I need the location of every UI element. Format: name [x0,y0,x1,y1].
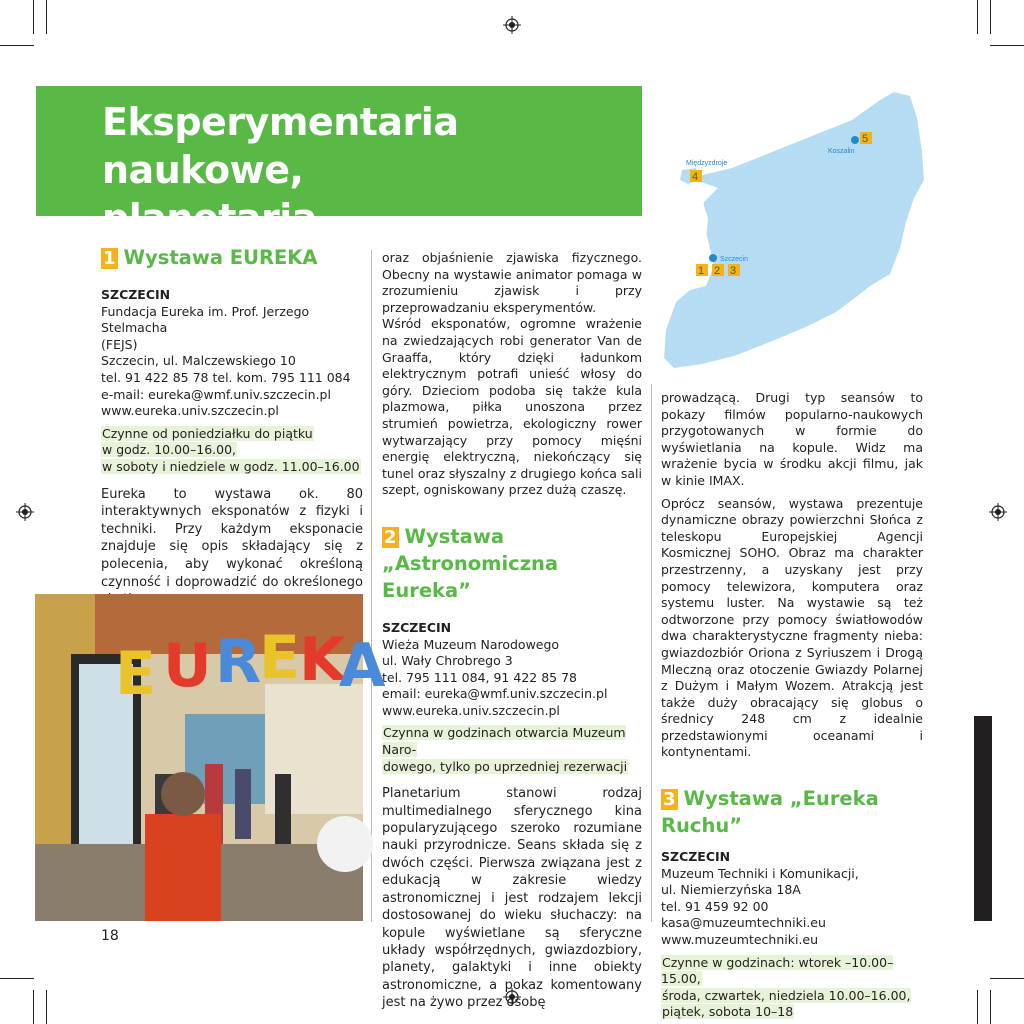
exhibition-photo-image [35,594,386,921]
map-label-koszalin: Koszalin [828,148,855,155]
section-2-heading [382,523,642,604]
hours-line: w soboty i niedziele w godz. 11.00–16.00 [102,458,360,474]
address-line: e-mail: eureka@wmf.univ.szczecin.pl [101,386,331,402]
crop-mark [990,990,991,1024]
eureka-letter: E [115,639,156,709]
section-2-body-paragraph-2: Oprócz seansów, wystawa prezentuje dynamiczne obrazy powierzchni Słońca z teleskopu Europejskiej Agencji Kosmicznej SOHO. Obraz ma charakter przestrzenny, a uzyskany jest przy pomocy telewizora, komputera oraz systemu luster. Na wystawie są też odtworzone przy pomocy światłowodów dwa charakterystyczne fragmenty nieba: gwiazdozbiór Oriona z Syriuszem i Drogą Mleczną oraz otoczenie Gwiazdy Polarnej z Dużym i Małym Wozem. Atrakcją jest także duży obracający się globus o średnicy 248 cm z idealnie przedstawionymi oceanami i kontynentami. [661,495,923,760]
map-marker-szczecin [709,254,717,262]
map-marker-koszalin [851,136,859,144]
crop-mark [977,990,978,1024]
section-3-number: 3 [663,789,676,811]
section-3-title: Wystawa „Eureka Ruchu” [661,787,879,838]
crop-mark [33,990,34,1024]
exhibition-photo [35,594,386,921]
crop-mark [0,978,34,979]
hours-line: w godz. 10.00–16.00, [102,442,237,458]
hours-line: środa, czwartek, niedziela 10.00–16.00, [662,987,911,1003]
eureka-letter: A [339,631,386,701]
address-line: (FEJS) [101,336,138,352]
address-line: Szczecin, ul. Malczewskiego 10 [101,353,296,369]
address-line: www.eureka.univ.szczecin.pl [101,403,279,419]
crop-mark [46,0,47,34]
crop-mark [990,978,1024,979]
address-line: ul. Wały Chrobrego 3 [382,653,513,669]
column-1 [101,244,363,609]
map-label-szczecin: Szczecin [720,256,749,263]
address-line: Wieża Muzeum Narodowego [382,636,560,652]
map-badge: 2 [714,265,721,277]
section-2-title-line1: Wystawa [404,524,505,548]
section-2-title-line2: „Astronomiczna Eureka” [382,551,559,602]
eureka-letter: R [215,627,262,697]
address-line: www.muzeumtechniki.eu [661,932,819,948]
address-line: Muzeum Techniki i Komunikacji, [661,865,859,881]
section-1-body-continued: oraz objaśnienie zjawiska fizycznego. Obecny na wystawie animator pomaga w zrozumieniu zjawisk i przy przeprowadzaniu eksperymentów. [382,250,642,315]
crop-mark [46,990,47,1024]
section-3-city: SZCZECIN [661,849,731,865]
section-1-hours [101,426,363,476]
address-line: tel. 795 111 084, 91 422 85 78 [382,669,577,685]
section-1-address [101,304,363,420]
column-2 [382,250,642,1012]
hours-line: piątek, sobota 10–18 [662,1004,794,1020]
registration-mark-icon [989,503,1007,521]
map-label-miedzyzdroje: Międzyzdroje [686,160,728,167]
registration-mark-icon [16,503,34,521]
map-badge: 1 [698,265,705,277]
crop-mark [977,0,978,34]
section-1-heading [101,244,363,271]
page-title-line2: planetaria [102,196,317,240]
title-banner [36,86,642,240]
section-3-heading [661,785,923,839]
column-divider [651,384,652,922]
page-title [102,98,642,242]
section-1-body-paragraph-2: Wśród eksponatów, ogromne wrażenie na zwiedzających robi generator Van de Graaffa, który dzięki ładunkom elektrycznym potrafi unieść włosy do góry. Dzieciom podoba się także kula plazmowa, piłka unoszona przez strumień powietrza, ekologiczny rower wytwarzający przy pomocy mięśni energię elektryczną, niekończący się tunel oraz słyszalny z drugiego końca sali szept, ogniskowany przez dużą czaszę. [382,316,642,498]
address-line: email: eureka@wmf.univ.szczecin.pl [382,686,608,702]
address-line: Fundacja Eureka im. Prof. Jerzego Stelmacha [101,303,310,336]
section-2-number: 2 [384,526,397,548]
hours-line: dowego, tylko po uprzedniej rezerwacji [383,758,628,774]
side-tab [974,716,992,921]
column-3 [661,390,923,1021]
section-3-address [661,866,923,949]
map-badge: 3 [730,265,737,277]
registration-mark-icon [503,16,521,34]
crop-mark [990,45,1024,46]
section-1-city: SZCZECIN [101,287,171,302]
address-line: tel. 91 422 85 78 tel. kom. 795 111 084 [101,369,351,385]
crop-mark [33,0,34,34]
address-line: ul. Niemierzyńska 18A [661,882,801,898]
eureka-letter: K [299,625,346,695]
hours-line: Czynne w godzinach: wtorek –10.00–15.00, [661,954,894,987]
section-1-number: 1 [103,248,116,269]
eureka-letter: U [163,631,212,701]
eureka-letter: E [259,623,300,693]
page-number: 18 [101,928,119,944]
section-3-hours [661,955,923,1021]
section-2-address [382,637,642,720]
section-2-city: SZCZECIN [382,619,452,635]
map-badge: 4 [692,171,699,183]
map-badge: 5 [862,133,869,145]
crop-mark [990,0,991,34]
section-2-body-continued: prowadzącą. Drugi typ seansów to pokazy filmów popularno-naukowych przygotowanych w formie do wyświetlania na kopule. Widz ma wrażenie bycia w środku akcji filmu, jak w kinie IMAX. [661,390,923,488]
crop-mark [0,45,34,46]
address-line: kasa@muzeumtechniki.eu [661,915,826,931]
section-1-body: Eureka to wystawa ok. 80 interaktywnych eksponatów z fizyki i techniki. Przy każdym eksponacie znajduje się opis składający się z polecenia, aby wykonać określoną czynność i doprowadzić do określonego [101,486,363,590]
hours-line: Czynna w godzinach otwarcia Muzeum Naro- [382,725,626,758]
region-map [662,90,924,368]
page-title-line1: Eksperymentaria naukowe, [102,100,459,192]
address-line: www.eureka.univ.szczecin.pl [382,702,560,718]
hours-line: Czynne od poniedziałku do piątku [102,425,313,441]
address-line: tel. 91 459 92 00 [661,898,769,914]
section-2-body: Planetarium stanowi rodzaj multimedialnego sferycznego kina popularyzującego szeroko rozumiane nauki przyrodnicze. Seans składa się z dwóch części. Pierwsza związana jest z edukacją w zakresie wiedzy astronomicznej i jest rodzajem lekcji dostosowanej do wieku słuchaczy: na kopule wyświetlane są sferyczne układy współrzędnych, gwiazdozbiory, planety, galaktyki i inne obiekty astronomiczne, a pokaz komentowany jest na żywo przez osobę [382,786,642,1011]
section-1-title: Wystawa EUREKA [123,246,318,269]
column-divider [371,250,372,922]
section-2-hours [382,725,642,775]
